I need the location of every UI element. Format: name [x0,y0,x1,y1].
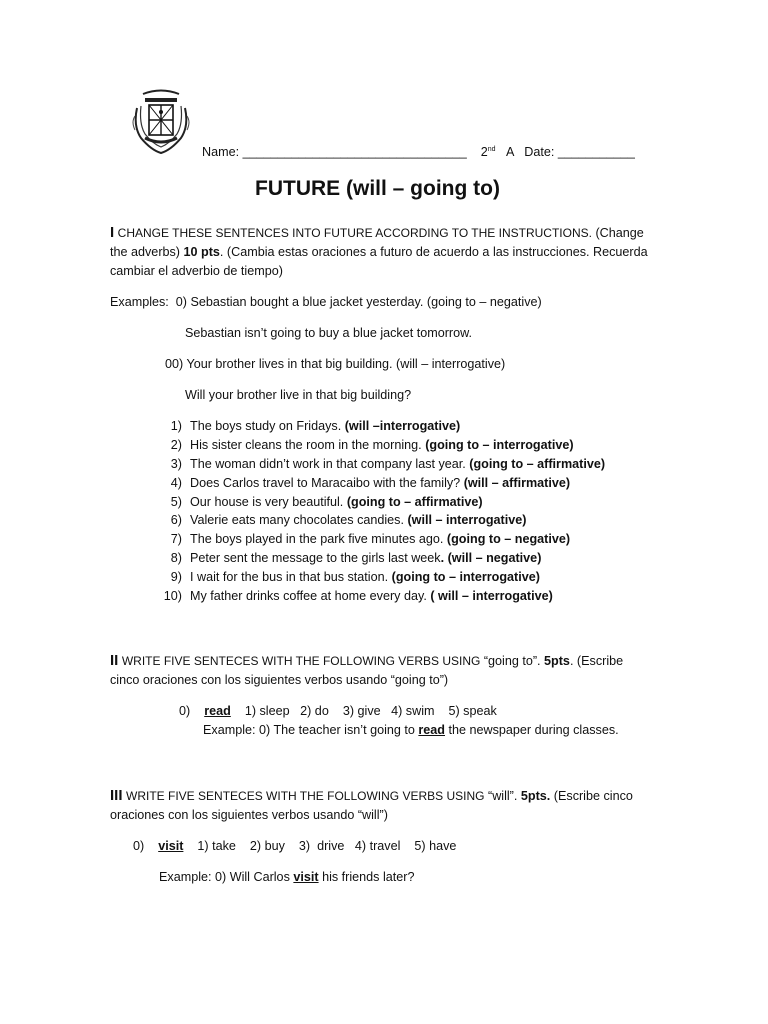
section-3-example-verb: visit [293,870,319,884]
section-2-numeral: II [110,652,119,669]
list-item: 5) Our house is very beautiful. (going to – affirmative) [170,494,483,509]
section-2-example-verb: read [418,723,445,737]
section-3-quoted: “will”. [488,789,518,803]
school-crest-logo [131,86,191,156]
list-item: 3) The woman didn’t work in that company last year. (going to – affirmative) [170,456,606,471]
section-1-instruction-spanish: . (Cambia estas oraciones a futuro de acuerdo a las instrucciones. Recuerda cambiar el adverbio de tiempo) [110,245,648,278]
section-2-verbs-rest: 1) sleep 2) do 3) give 4) swim 5) speak [244,704,497,718]
section-1-points: 10 pts [183,245,220,259]
header-line [202,145,635,159]
list-item: 1) The boys study on Fridays. (will –interrogative) [170,419,461,433]
grade-suffix: nd [487,145,496,153]
example-0-answer: Sebastian isn’t going to buy a blue jacket tomorrow. [185,326,473,340]
list-item: 10) My father drinks coffee at home every day. ( will – interrogative) [163,589,553,604]
exercise-list [160,417,605,606]
example-00-answer: Will your brother live in that big building? [185,388,412,402]
section-3-instruction-caps: WRITE FIVE SENTECES WITH THE FOLLOWING VERBS USING [126,789,485,803]
list-item: 2) His sister cleans the room in the morning. (going to – interrogative) [170,437,574,452]
name-field[interactable]: ________________________________ [242,145,467,159]
section-2-instructions [110,651,655,690]
examples-line [110,295,542,309]
section-2-instruction-caps: WRITE FIVE SENTECES WITH THE FOLLOWING VERBS USING [121,654,481,668]
section-3-instructions [110,786,655,825]
examples-label: Examples: [110,295,169,309]
group-label: A [506,145,514,159]
section-3-example: Example: 0) Will Carlos visit his friends later? [159,870,415,884]
list-item: 9) I wait for the bus in that bus station. (going to – interrogative) [170,570,540,585]
grade-number: 2 [480,145,488,159]
section-2-points: 5pts [544,654,570,668]
section-3-points: 5pts. [520,789,551,803]
list-item: 7) The boys played in the park five minutes ago. (going to – negative) [170,532,571,547]
list-item: 8) Peter sent the message to the girls last week. (will – negative) [170,551,542,566]
section-2-verb-0: read [204,704,231,718]
section-2-example: Example: 0) The teacher isn’t going to read the newspaper during classes. [203,723,619,737]
page-title: FUTURE (will – going to) [255,177,500,200]
name-label: Name: [202,145,240,159]
section-3-verbs: 0) visit 1) take 2) buy 3) drive 4) travel 5) have [133,839,457,853]
section-3-numeral: III [110,787,123,804]
section-2-quoted: “going to”. [483,654,541,668]
list-item: 4) Does Carlos travel to Maracaibo with the family? (will – affirmative) [170,475,571,490]
example-00: 00) Your brother lives in that big building. (will – interrogative) [165,357,506,371]
section-1-instructions [110,223,655,281]
section-3-instruction-spanish: (Escribe cinco oraciones con los siguientes verbos usando “will”) [110,789,633,822]
section-1-numeral: I [110,224,115,241]
section-1-instruction-paren: (Change the adverbs) [110,226,644,259]
date-field[interactable]: ___________ [557,145,635,159]
example-0: 0) Sebastian bought a blue jacket yesterday. (going to – negative) [175,295,542,309]
section-3-verbs-rest: 1) take 2) buy 3) drive 4) travel 5) have [197,839,457,853]
section-2-verbs: 0) read 1) sleep 2) do 3) give 4) swim 5) speak [179,704,497,718]
list-item: 6) Valerie eats many chocolates candies. (will – interrogative) [170,513,527,528]
section-3-verb-0: visit [158,839,184,853]
date-label: Date: [524,145,555,159]
section-2-instruction-spanish: . (Escribe cinco oraciones con los siguientes verbos usando “going to”) [110,654,624,687]
section-1-instruction-caps: CHANGE THESE SENTENCES INTO FUTURE ACCORDING TO THE INSTRUCTIONS. [117,226,592,240]
